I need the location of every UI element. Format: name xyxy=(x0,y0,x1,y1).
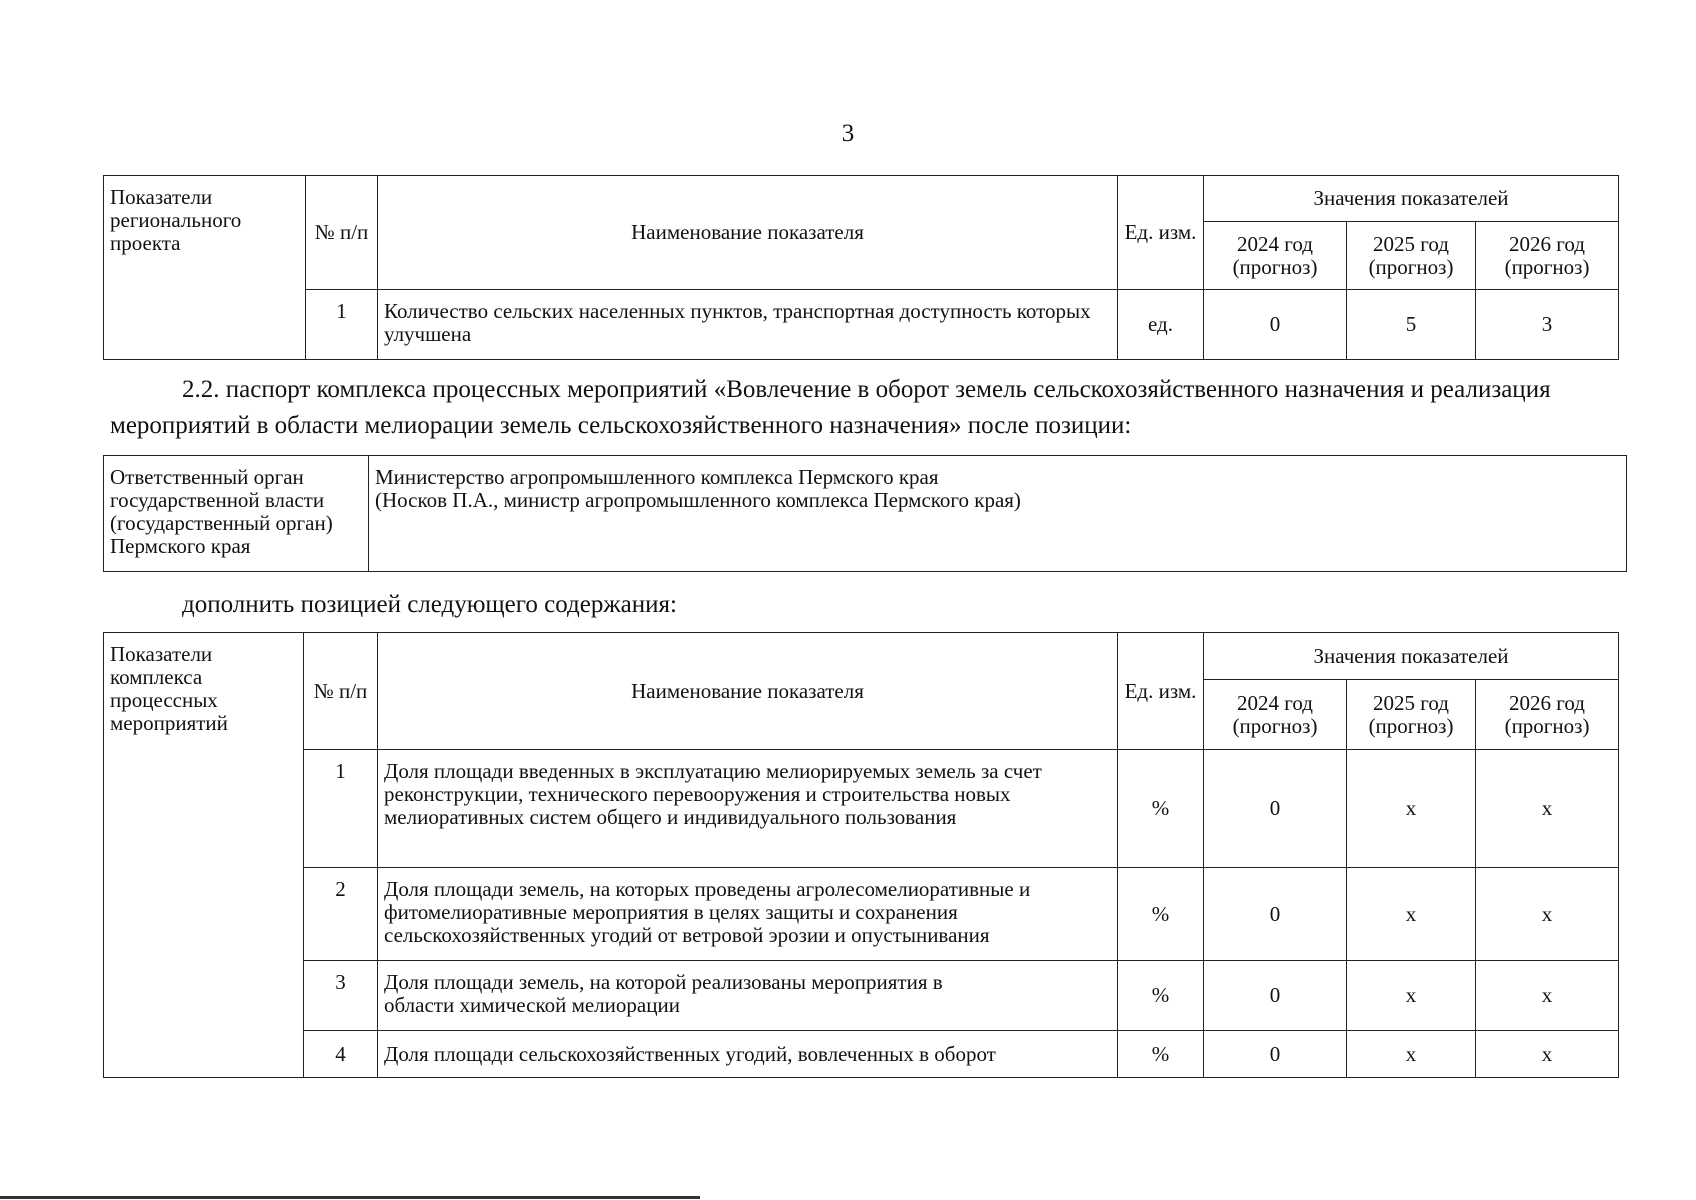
row-header: Показатели комплекса процессных мероприятий xyxy=(110,642,228,735)
row-name: Доля площади введенных в эксплуатацию мелиорируемых земель за счет реконструкции, технического перевооружения и строительства новых мелиоративных систем общего и индивидуального пользования xyxy=(378,750,1118,868)
row-name: Доля площади сельскохозяйственных угодий, вовлеченных в оборот xyxy=(378,1031,1118,1078)
row-value-2026: 3 xyxy=(1476,290,1619,360)
row-value-2026: x xyxy=(1476,750,1619,868)
paragraph-2-2-text: 2.2. паспорт комплекса процессных мероприятий «Вовлечение в оборот земель сельскохозяйственного назначения и реализация мероприятий в области мелиорации земель сельскохозяйственного назначения» после позиции: xyxy=(110,376,1551,439)
table-row xyxy=(104,868,1619,961)
row-value-2024: 0 xyxy=(1204,868,1347,961)
row-value-2025: x xyxy=(1347,750,1476,868)
row-unit: % xyxy=(1118,1031,1204,1078)
row-unit: % xyxy=(1118,961,1204,1031)
row-value-2025: x xyxy=(1347,961,1476,1031)
responsible-authority-table xyxy=(103,455,1627,572)
row-name: Доля площади земель, на которой реализованы мероприятия в области химической мелиорации xyxy=(378,961,1118,1031)
row-value-2026: x xyxy=(1476,1031,1619,1078)
row-num: 3 xyxy=(304,961,378,1031)
row-value-2024: 0 xyxy=(1204,750,1347,868)
row-value-2026: x xyxy=(1476,961,1619,1031)
row-num: 2 xyxy=(304,868,378,961)
paragraph-supplement xyxy=(110,587,1590,623)
row-num: 4 xyxy=(304,1031,378,1078)
name-header: Наименование показателя xyxy=(378,633,1118,750)
regional-project-indicators-table xyxy=(103,175,1619,360)
values-header: Значения показателей xyxy=(1204,176,1619,222)
name-header: Наименование показателя xyxy=(378,176,1118,290)
scan-edge-line xyxy=(0,1196,700,1199)
row-name: Доля площади земель, на которых проведены агролесомелиоративные и фитомелиоративные мероприятия в целях защиты и сохранения сельскохозяйственных угодий от ветровой эрозии и опустынивания xyxy=(378,868,1118,961)
authority-line-2: (Носков П.А., министр агропромышленного комплекса Пермского края) xyxy=(375,488,1021,512)
page-number: 3 xyxy=(841,120,855,147)
year-2025-header: 2025 год (прогноз) xyxy=(1347,222,1476,290)
row-unit: ед. xyxy=(1118,290,1204,360)
paragraph-2-2 xyxy=(110,372,1590,444)
row-header-cell xyxy=(104,633,304,1078)
num-header: № п/п xyxy=(306,176,378,290)
row-unit: % xyxy=(1118,750,1204,868)
responsible-authority-value xyxy=(369,456,1627,572)
row-unit: % xyxy=(1118,868,1204,961)
row-header-cell xyxy=(104,176,306,360)
year-2024-header: 2024 год (прогноз) xyxy=(1204,680,1347,750)
row-header: Показатели регионального проекта xyxy=(110,185,242,255)
year-2024-header: 2024 год (прогноз) xyxy=(1204,222,1347,290)
values-header: Значения показателей xyxy=(1204,633,1619,680)
responsible-authority-label: Ответственный орган государственной власти (государственный орган) Пермского края xyxy=(104,456,369,572)
num-header: № п/п xyxy=(304,633,378,750)
row-num: 1 xyxy=(306,290,378,360)
row-value-2025: x xyxy=(1347,868,1476,961)
table-row xyxy=(104,1031,1619,1078)
row-value-2024: 0 xyxy=(1204,1031,1347,1078)
year-2026-header: 2026 год (прогноз) xyxy=(1476,680,1619,750)
row-value-2025: x xyxy=(1347,1031,1476,1078)
row-value-2024: 0 xyxy=(1204,961,1347,1031)
row-value-2026: x xyxy=(1476,868,1619,961)
row-name: Количество сельских населенных пунктов, транспортная доступность которых улучшена xyxy=(378,290,1118,360)
authority-line-1: Министерство агропромышленного комплекса Пермского края xyxy=(375,465,939,489)
unit-header: Ед. изм. xyxy=(1118,633,1204,750)
table-row xyxy=(104,750,1619,868)
table-row xyxy=(104,961,1619,1031)
row-value-2024: 0 xyxy=(1204,290,1347,360)
process-measures-indicators-table xyxy=(103,632,1619,1078)
row-value-2025: 5 xyxy=(1347,290,1476,360)
table-row xyxy=(104,290,1619,360)
row-num: 1 xyxy=(304,750,378,868)
unit-header: Ед. изм. xyxy=(1118,176,1204,290)
year-2025-header: 2025 год (прогноз) xyxy=(1347,680,1476,750)
paragraph-supplement-text: дополнить позицией следующего содержания: xyxy=(182,591,677,618)
year-2026-header: 2026 год (прогноз) xyxy=(1476,222,1619,290)
